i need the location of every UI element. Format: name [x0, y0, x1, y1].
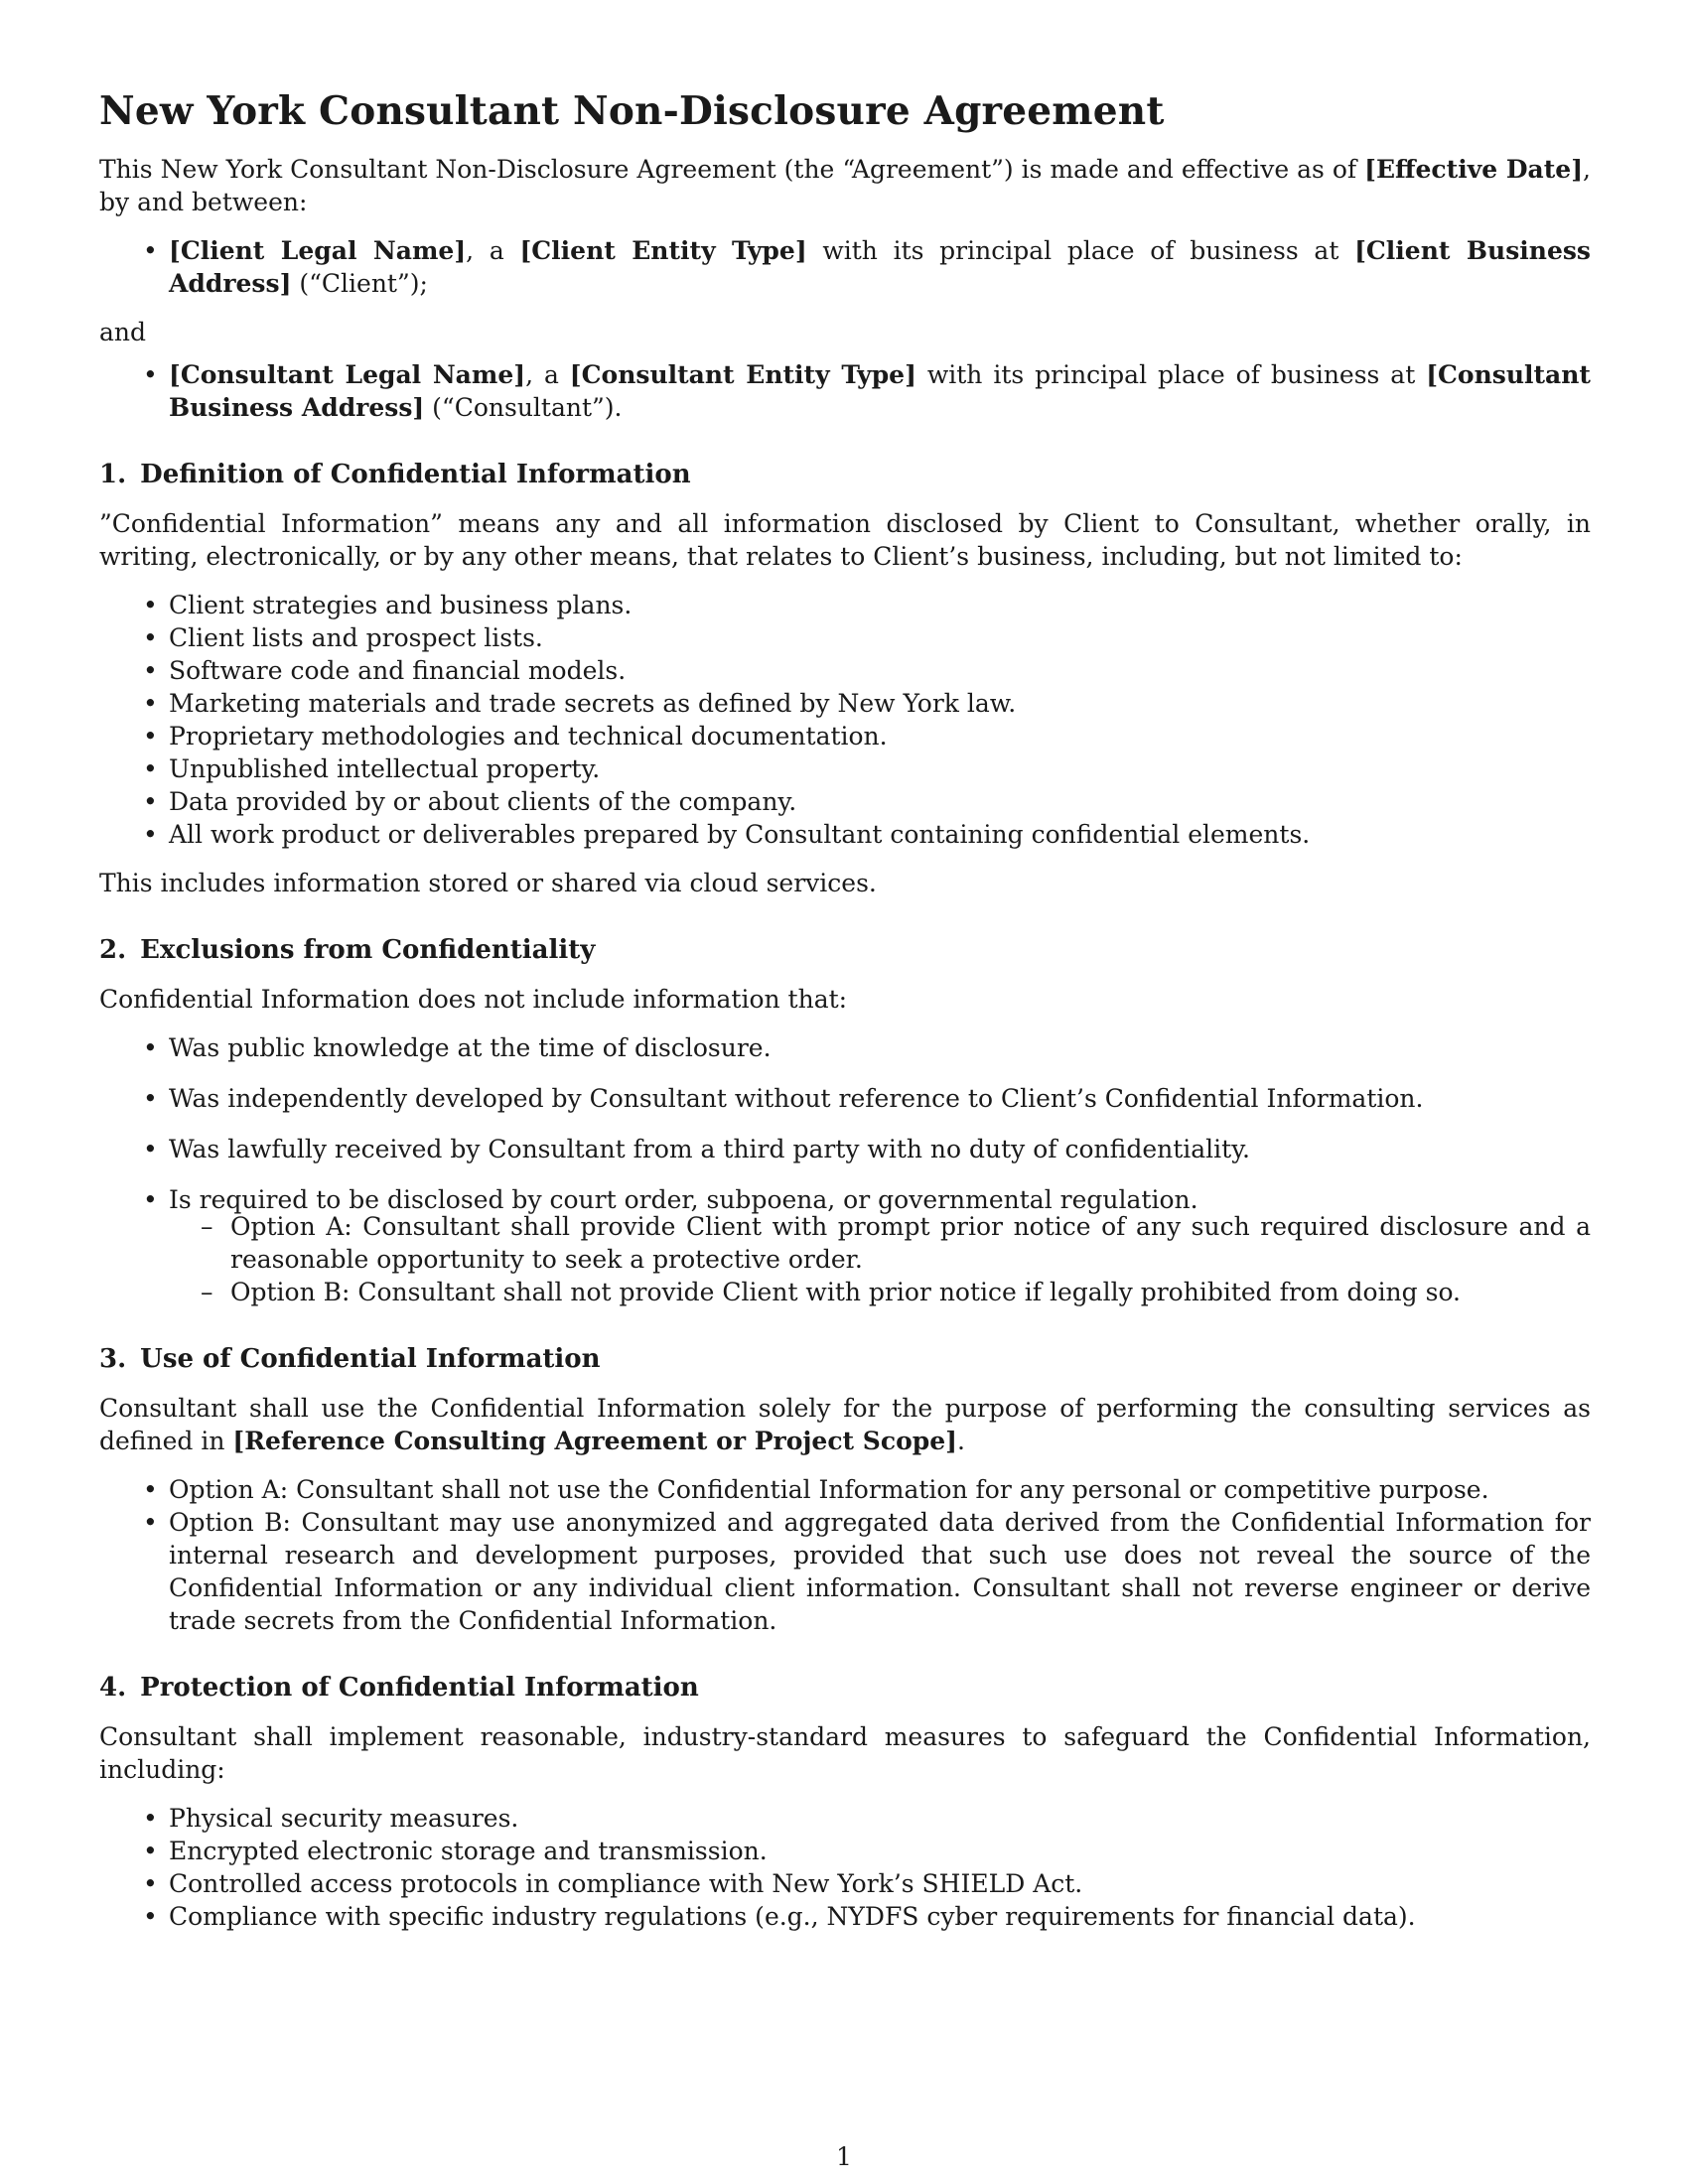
intro-tail: , by and between:	[99, 155, 1591, 216]
section-1-list	[99, 589, 1591, 851]
party-client	[169, 234, 1591, 300]
list-item: • Client strategies and business plans.	[169, 589, 1591, 621]
client-name-placeholder: [Client Legal Name]	[169, 236, 467, 265]
section-1-number: 1.	[99, 460, 127, 489]
section-4-body: Consultant shall implement reasonable, industry-standard measures to safeguard the Confidential Information, including:	[99, 1722, 1591, 1784]
client-address-placeholder: [Client Business Address]	[169, 236, 1591, 298]
consultant-text-3: (“Consultant”).	[424, 393, 623, 422]
intro-lead: This New York Consultant Non-Disclosure Agreement (the “Agreement”) is made and effective as of	[99, 155, 1365, 184]
list-item: • Encrypted electronic storage and transmission.	[169, 1835, 1591, 1867]
section-1-body: ”Confidential Information” means any and all information disclosed by Client to Consultant, whether orally, in writing, electronically, or by any other means, that relates to Client’s business, including, but not limited to:	[99, 509, 1591, 571]
section-4-number: 4.	[99, 1673, 127, 1703]
list-item	[169, 1183, 1591, 1308]
client-text-2: with its principal place of business at	[806, 236, 1355, 265]
party-list-client	[99, 234, 1591, 300]
list-item: • Controlled access protocols in compliance with New York’s SHIELD Act.	[169, 1867, 1591, 1900]
section-1-heading	[99, 458, 1591, 491]
document-page	[99, 87, 1591, 1949]
section-3-list	[99, 1473, 1591, 1637]
section-2-sublist	[169, 1210, 1591, 1308]
intro-paragraph	[99, 153, 1591, 218]
list-item: • Software code and financial models.	[169, 654, 1591, 687]
sub-list-item: – Option A: Consultant shall provide Client with prompt prior notice of any such required disclosure and a reasonable opportunity to seek a protective order.	[230, 1210, 1591, 1276]
section-3-body	[99, 1392, 1591, 1457]
document-title: New York Consultant Non-Disclosure Agreement	[99, 88, 1165, 134]
section-3-heading	[99, 1342, 1591, 1376]
list-item: • Data provided by or about clients of the company.	[169, 785, 1591, 818]
section-2-number: 2.	[99, 935, 127, 965]
section-1-footer: This includes information stored or shared via cloud services.	[99, 869, 877, 897]
section-2-list	[99, 1031, 1591, 1308]
section-3-number: 3.	[99, 1344, 127, 1374]
list-item: • Client lists and prospect lists.	[169, 621, 1591, 654]
sub-list-item: – Option B: Consultant shall not provide Client with prior notice if legally prohibited from doing so.	[230, 1276, 1591, 1308]
list-item: • All work product or deliverables prepared by Consultant containing confidential elements.	[169, 818, 1591, 851]
client-text-1: , a	[466, 236, 520, 265]
section-2-title: Exclusions from Confidentiality	[140, 935, 596, 965]
list-item: • Was lawfully received by Consultant from a third party with no duty of confidentiality.	[169, 1133, 1591, 1165]
list-item: • Proprietary methodologies and technical documentation.	[169, 720, 1591, 752]
client-entity-placeholder: [Client Entity Type]	[519, 236, 807, 265]
list-item: • Physical security measures.	[169, 1802, 1591, 1835]
client-text-3: (“Client”);	[291, 269, 428, 298]
list-item: • Marketing materials and trade secrets as defined by New York law.	[169, 687, 1591, 720]
section-4-title: Protection of Confidential Information	[140, 1673, 699, 1703]
list-item: • Option B: Consultant may use anonymized and aggregated data derived from the Confidential Information for internal research and development purposes, provided that such use does not reveal the source of the Confidential Information or any individual client information. Consultant shall not reverse engineer or derive trade secrets from the Confidential Information.	[169, 1506, 1591, 1637]
section-4-heading	[99, 1671, 1591, 1705]
party-list-consultant	[99, 358, 1591, 424]
consultant-text-1: , a	[525, 360, 570, 389]
page-number: 1	[836, 2142, 852, 2171]
consultant-name-placeholder: [Consultant Legal Name]	[169, 360, 526, 389]
list-item: • Compliance with specific industry regulations (e.g., NYDFS cyber requirements for financial data).	[169, 1900, 1591, 1933]
and-text: and	[99, 318, 147, 346]
list-item: • Option A: Consultant shall not use the Confidential Information for any personal or competitive purpose.	[169, 1473, 1591, 1506]
section-3-title: Use of Confidential Information	[140, 1344, 601, 1374]
list-item-text: Is required to be disclosed by court order, subpoena, or governmental regulation.	[169, 1185, 1198, 1214]
list-item: • Was public knowledge at the time of disclosure.	[169, 1031, 1591, 1064]
list-item: • Unpublished intellectual property.	[169, 752, 1591, 785]
consultant-address-placeholder: [Consultant Business Address]	[169, 360, 1591, 422]
list-item: • Was independently developed by Consultant without reference to Client’s Confidential Information.	[169, 1082, 1591, 1115]
consultant-entity-placeholder: [Consultant Entity Type]	[569, 360, 916, 389]
section-2-heading	[99, 933, 1591, 967]
section-1-title: Definition of Confidential Information	[140, 460, 691, 489]
party-consultant	[169, 358, 1591, 424]
section-3-body-tail: .	[956, 1427, 965, 1455]
section-2-body: Confidential Information does not include information that:	[99, 985, 848, 1014]
section-3-body-lead: Consultant shall use the Confidential Information solely for the purpose of performing the consulting services as defined in	[99, 1394, 1591, 1455]
reference-placeholder: [Reference Consulting Agreement or Project Scope]	[232, 1427, 957, 1455]
section-4-list	[99, 1802, 1591, 1933]
effective-date-placeholder: [Effective Date]	[1364, 155, 1584, 184]
consultant-text-2: with its principal place of business at	[915, 360, 1427, 389]
